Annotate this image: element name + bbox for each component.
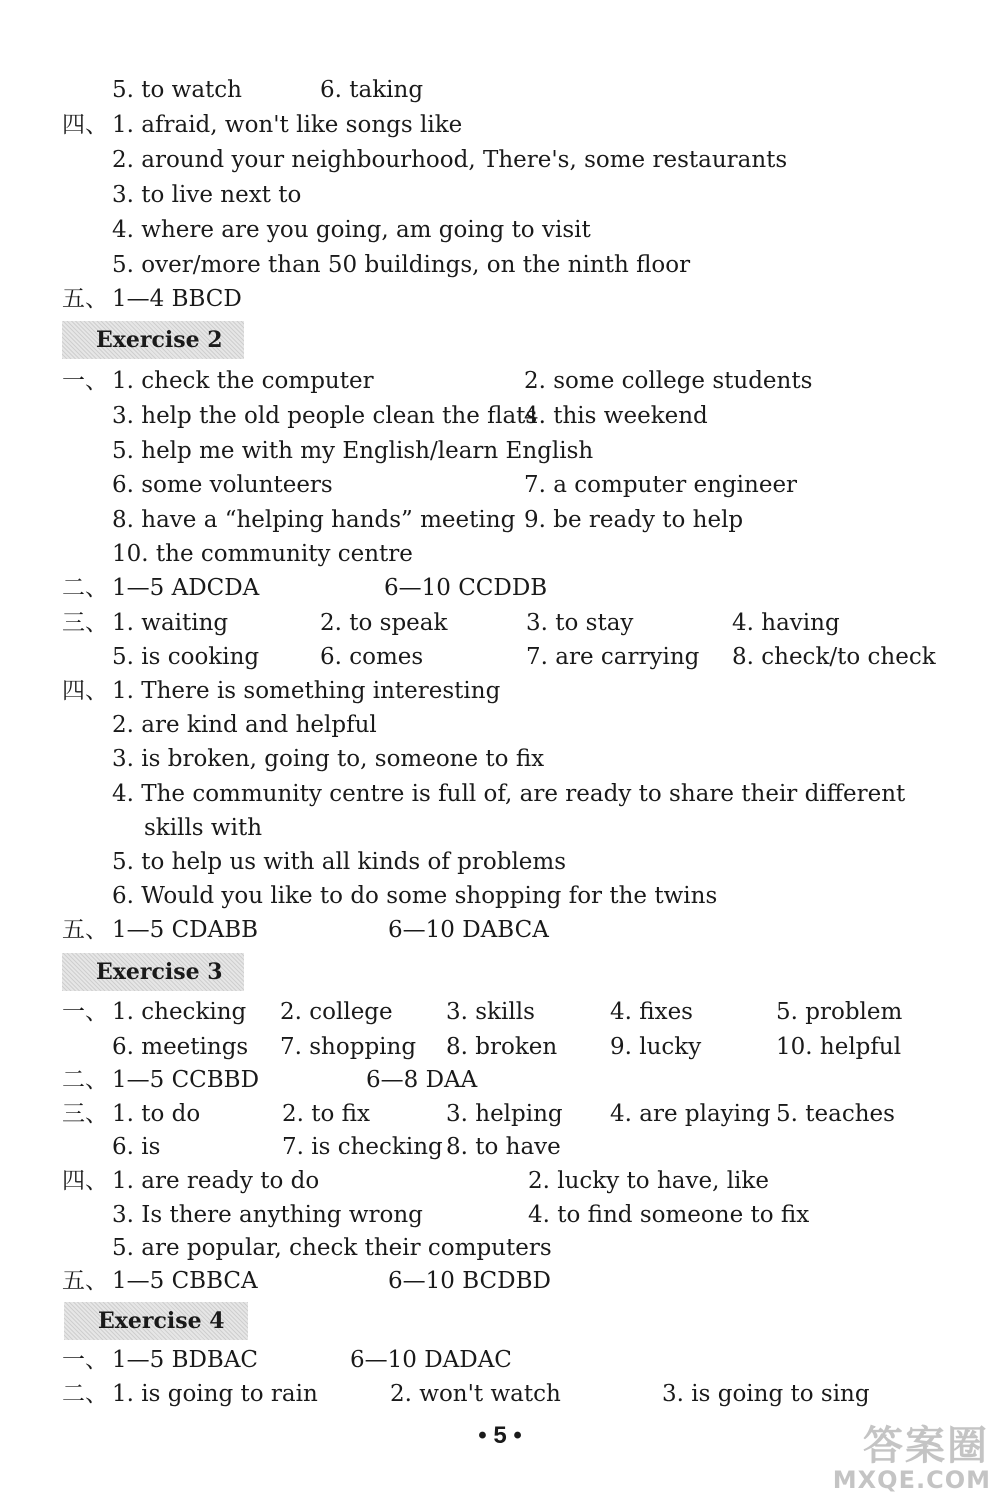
answer-item: 6—10 BCDBD [388,1268,551,1294]
answer-item: 1. to do [112,1101,201,1127]
section-marker: 三、 [62,1101,108,1127]
answer-item: 4. to find someone to fix [528,1202,810,1228]
answer-item: 6—10 DABCA [388,917,549,943]
watermark-logo [825,1414,995,1500]
section-marker: 一、 [62,368,108,394]
answer-item: 1. is going to rain [112,1381,318,1407]
answer-item: 9. be ready to help [524,507,744,533]
answer-item: 5. teaches [776,1101,895,1127]
section-marker: 五、 [62,286,108,312]
answer-item: 2. won't watch [390,1381,561,1407]
section-marker: 二、 [62,575,108,601]
answer-item: 1. There is something interesting [112,678,501,704]
section-marker: 一、 [62,999,108,1025]
section-marker: 三、 [62,610,108,636]
answer-item: 8. check/to check [732,644,936,670]
answer-item: 3. is going to sing [662,1381,870,1407]
answer-item: 1—5 CCBBD [112,1067,260,1093]
answer-item: 5. to help us with all kinds of problems [112,849,567,875]
answer-item: 1—5 BDBAC [112,1347,259,1373]
answer-item: 6—10 CCDDB [384,575,548,601]
answer-item: 7. shopping [280,1034,417,1060]
answer-item: 2. to fix [282,1101,370,1127]
answer-item: skills with [144,815,263,841]
answer-item: 4. this weekend [524,403,708,429]
answer-item: 4. where are you going, am going to visit [112,217,591,243]
answer-item: 6. taking [320,77,424,103]
answer-item: 1. are ready to do [112,1168,320,1194]
watermark-text-bottom: MXQE.COM [832,1466,991,1494]
answer-item: 1. waiting [112,610,229,636]
answer-item: 6. is [112,1134,161,1160]
answer-item: 4. The community centre is full of, are ready to share their different [112,781,906,807]
answer-item: 1—5 ADCDA [112,575,260,601]
answer-item: 2. some college students [524,368,813,394]
answer-item: 8. broken [446,1034,558,1060]
section-marker: 二、 [62,1381,108,1407]
answer-item: 1. check the computer [112,368,374,394]
answer-item: 7. is checking [282,1134,443,1160]
exercise-heading: Exercise 4 [64,1302,248,1340]
answer-item: 3. skills [446,999,535,1025]
answer-item: 2. lucky to have, like [528,1168,769,1194]
answer-item: 2. are kind and helpful [112,712,377,738]
answer-item: 6—8 DAA [366,1067,478,1093]
answer-item: 6. meetings [112,1034,249,1060]
section-marker: 四、 [62,1168,108,1194]
answer-item: 8. have a “helping hands” meeting [112,507,516,533]
answer-item: 1. checking [112,999,247,1025]
answer-item: 2. around your neighbourhood, There's, some restaurants [112,147,788,173]
answer-item: 4. having [732,610,840,636]
answer-item: 6. comes [320,644,424,670]
answer-item: 5. is cooking [112,644,260,670]
section-marker: 五、 [62,917,108,943]
answer-item: 10. the community centre [112,541,413,567]
answer-item: 1—4 BBCD [112,286,242,312]
section-marker: 四、 [62,112,108,138]
answer-item: 6. some volunteers [112,472,333,498]
answer-item: 5. over/more than 50 buildings, on the ninth floor [112,252,691,278]
page-number: • 5 • [478,1422,522,1449]
answer-item: 1—5 CBBCA [112,1268,258,1294]
section-marker: 二、 [62,1067,108,1093]
answer-item: 10. helpful [776,1034,902,1060]
section-marker: 四、 [62,678,108,704]
answer-item: 7. are carrying [526,644,700,670]
answer-item: 6—10 DADAC [350,1347,512,1373]
answer-item: 2. to speak [320,610,448,636]
answer-item: 9. lucky [610,1034,702,1060]
answer-item: 2. college [280,999,393,1025]
answer-item: 5. are popular, check their computers [112,1235,552,1261]
answer-item: 7. a computer engineer [524,472,798,498]
answer-item: 3. help the old people clean the flats [112,403,538,429]
watermark-text-top: 答案圈 [863,1423,989,1469]
answer-item: 3. is broken, going to, someone to fix [112,746,545,772]
answer-item: 5. problem [776,999,903,1025]
answer-item: 3. Is there anything wrong [112,1202,423,1228]
answer-item: 3. to live next to [112,182,302,208]
answer-item: 5. to watch [112,77,242,103]
exercise-heading: Exercise 3 [62,953,244,991]
section-marker: 一、 [62,1347,108,1373]
answer-item: 4. are playing [610,1101,771,1127]
answer-item: 1—5 CDABB [112,917,259,943]
answer-item: 8. to have [446,1134,561,1160]
section-marker: 五、 [62,1268,108,1294]
answer-item: 6. Would you like to do some shopping for the twins [112,883,718,909]
exercise-heading: Exercise 2 [62,321,244,359]
answer-item: 3. helping [446,1101,563,1127]
answer-item: 3. to stay [526,610,634,636]
answer-item: 1. afraid, won't like songs like [112,112,463,138]
answer-item: 5. help me with my English/learn English [112,438,594,464]
answer-item: 4. fixes [610,999,693,1025]
